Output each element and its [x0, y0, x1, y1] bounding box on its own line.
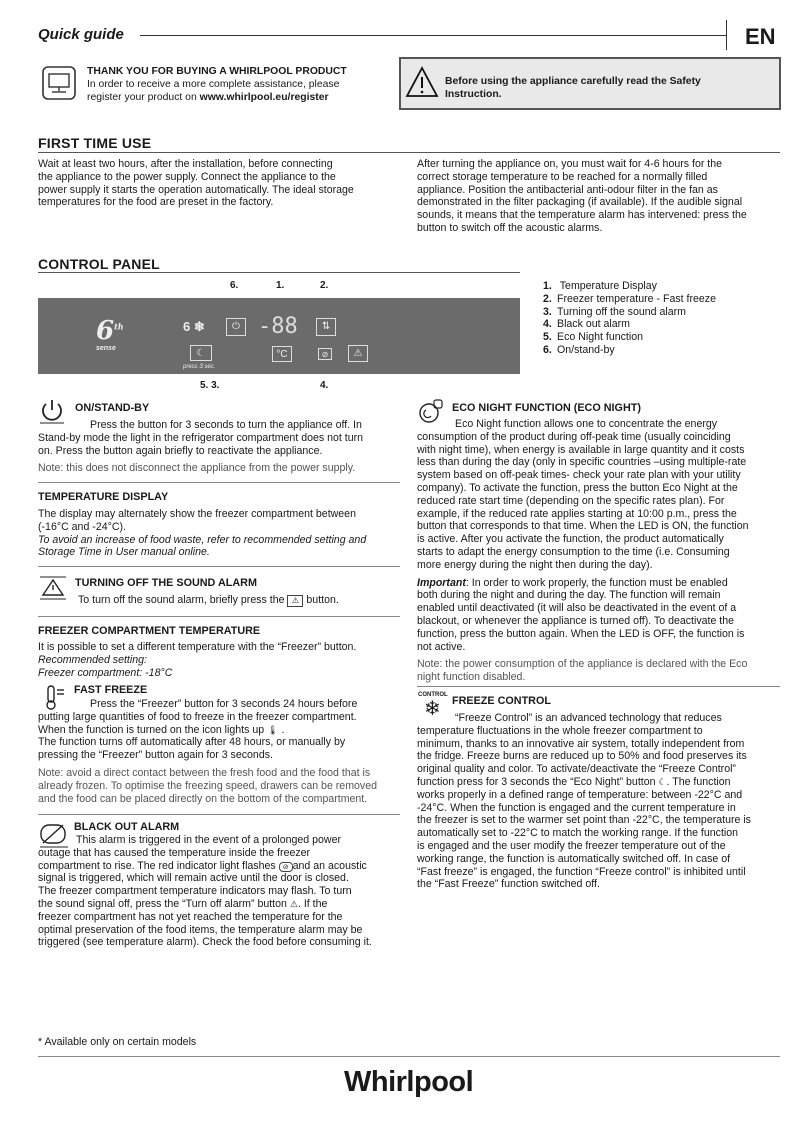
thanks-line: [87, 91, 347, 104]
footer-note: * Available only on certain models: [38, 1036, 197, 1048]
text-line: correct storage temperature to be reached for a normally filled: [417, 170, 708, 183]
legend-text: Black out alarm: [557, 318, 631, 331]
text-line: Freezer compartment: -18°C: [38, 666, 173, 679]
standby-button[interactable]: ⏻: [226, 318, 246, 336]
header-divider: [726, 20, 727, 50]
legend-item: [543, 293, 716, 306]
text-fragment: button.: [306, 594, 339, 606]
text-line: To avoid an increase of food waste, refer to recommended setting and: [38, 533, 367, 546]
text-line: [417, 577, 783, 590]
alarm-icon: [38, 574, 68, 600]
alarm-inline-icon: ⚠: [289, 898, 298, 909]
text-line: appliance. Position the antibacterial anti-odour filter in the fan as: [417, 183, 718, 196]
text-line: demonstrated in the filter packaging (if available). If the audible signal: [417, 196, 743, 209]
text-line: starts to adapt the energy consumption to the time (i.e. Consuming: [417, 545, 730, 558]
text-line: temperatures for the food are preset in the factory.: [38, 196, 274, 209]
legend-num: 5.: [543, 331, 552, 344]
blackout-text: [38, 834, 403, 949]
text-line: optimal preservation of the food items, the temperature alarm may be: [38, 923, 363, 936]
text-line: the freezer is set to the warmer set point than -22°C, the temperature is: [417, 814, 751, 827]
computer-icon: [41, 65, 77, 101]
text-line: It is possible to set a different temperature with the “Freezer” button.: [38, 641, 357, 653]
first-use-right: [417, 158, 785, 235]
eco-night-inline-icon: ☾: [658, 776, 667, 787]
whirlpool-logo: Whirlpool: [344, 1066, 474, 1098]
sound-alarm-title: TURNING OFF THE SOUND ALARM: [75, 577, 257, 589]
text-line: temperature fluctuations in the whole freezer compartment to: [417, 724, 703, 737]
legend-text: Freezer temperature - Fast freeze: [557, 292, 716, 305]
text-line: the “Fast Freeze” function switched off.: [417, 878, 600, 891]
legend-num: 6.: [543, 343, 552, 356]
eco-night-text: [417, 418, 783, 684]
text-line: button that corresponds to that time. When the LED is ON, the function: [417, 520, 749, 533]
text-line: Press the button for 3 seconds to turn the appliance off. In: [90, 419, 362, 431]
legend-item: [543, 306, 716, 319]
logo-sense: sense: [96, 345, 116, 352]
on-standby-title: ON/STAND-BY: [75, 402, 150, 414]
text-fragment: . If the: [297, 897, 328, 910]
legend-text: Temperature Display: [559, 280, 657, 292]
freezer-button[interactable]: ⇅: [316, 318, 336, 336]
blackout-title: BLACK OUT ALARM: [74, 821, 180, 833]
sound-alarm-text: [78, 594, 339, 607]
text-line: “Freeze Control” is an advanced technology that reduces: [455, 712, 722, 724]
text-line: [38, 860, 403, 873]
legend-num: 2.: [543, 292, 552, 305]
freeze-control-text: [417, 712, 783, 891]
text-fragment: . The function: [666, 775, 731, 788]
text-fragment: To turn off the sound alarm, briefly press the: [78, 594, 285, 606]
warning-line: Instruction.: [445, 88, 502, 100]
text-line: blackout, or whenever the appliance is turned off). To deactivate the: [417, 614, 735, 627]
text-line: pressing the “Freezer” button again for 3 seconds.: [38, 749, 273, 762]
text-line: original quality and color. To activate/deactivate the “Freeze Control”: [417, 763, 736, 776]
text-line: both during the night and during the day. The function will remain: [417, 589, 721, 602]
text-line: putting large quantities of food to freeze in the freezer compartment.: [38, 710, 357, 723]
eco-night-title: ECO NIGHT FUNCTION (ECO NIGHT): [452, 402, 641, 414]
text-line: outage that has caused the temperature inside the freezer: [38, 846, 311, 859]
text-line: This alarm is triggered in the event of a prolonged power: [76, 834, 341, 846]
note: night function disabled.: [417, 671, 526, 684]
callout-5-3: 5. 3.: [200, 380, 220, 391]
text-line: more energy during the night then during the day).: [417, 558, 653, 571]
logo-sup: th: [114, 321, 124, 332]
text-line: The display may alternately show the freezer compartment between: [38, 508, 356, 520]
warning-text: [445, 76, 701, 101]
section-rule: [38, 152, 780, 153]
on-standby-text: [38, 419, 400, 475]
logo-number: 6: [96, 316, 115, 346]
divider: [38, 616, 400, 617]
sixth-sense-logo: [96, 316, 124, 346]
sixth-mini-icon: 6 ❄: [183, 319, 205, 334]
note: already frozen. To optimise the freezing speed, drawers can be removed: [38, 779, 377, 792]
language-code: EN: [745, 24, 776, 49]
text-line: works properly in a defined range of temperature: between -22°C and: [417, 788, 743, 801]
text-line: enabled until deactivated (it will also be deactivated in the event of a: [417, 602, 737, 615]
header-rule: [140, 35, 726, 36]
divider: [38, 566, 400, 567]
thermometer-inline-icon: 🌡: [267, 724, 279, 735]
alarm-off-button[interactable]: ⚠: [348, 345, 368, 362]
text-line: (-16°C and -24°C).: [38, 520, 126, 533]
text-line: is active. After you activate the function, the product automatically: [417, 533, 724, 546]
text-line: “Fast freeze” is engaged, the function “Freeze control” is inhibited until: [417, 865, 746, 878]
note: and the food can be placed directly on the bottom of the compartment.: [38, 792, 368, 805]
text-line: on. Press the button again briefly to reactivate the appliance.: [38, 444, 323, 457]
note: Note: this does not disconnect the appliance from the power supply.: [38, 462, 356, 475]
text-line: Press the “Freezer” button for 3 seconds 24 hours before: [90, 698, 358, 710]
section-rule: [38, 272, 520, 273]
legend-text: Turning off the sound alarm: [557, 305, 686, 318]
text-line: After turning the appliance on, you must wait for 4-6 hours for the: [417, 158, 723, 170]
text-line: reduced rate start time (depending on the specific rates plan). For: [417, 494, 725, 507]
control-label: CONTROL: [418, 692, 448, 698]
text-line: minimum, thanks to an innovative air system, totally independent from: [417, 737, 745, 750]
text-line: automatically set to -22°C to match the working range. If the function: [417, 827, 739, 840]
text-line: example, if the reduced rate applies starting at 10:00 p.m., press the: [417, 507, 737, 520]
text-line: [38, 898, 403, 911]
divider: [38, 482, 400, 483]
text-line: When the function is turned on the icon lights up 🌡 .: [38, 723, 285, 736]
text-line: function, press the button again. When the LED is OFF, the function is: [417, 627, 745, 640]
text-line: [417, 776, 783, 789]
footer-rule: [38, 1056, 780, 1057]
thanks-text: register your product on: [87, 92, 200, 103]
note: Note: avoid a direct contact between the fresh food and the food that is: [38, 766, 371, 779]
text-fragment: function press for 3 seconds the “Eco Night” button: [417, 775, 656, 788]
register-link[interactable]: www.whirlpool.eu/register: [199, 92, 329, 103]
text-line: company). To activate the function, press the button Eco Night at the: [417, 481, 738, 494]
text-line: Stand-by mode the light in the refrigerator compartment does not turn: [38, 431, 364, 444]
temp-display-title: TEMPERATURE DISPLAY: [38, 491, 169, 503]
callout-4: 4.: [320, 380, 329, 391]
text-line: Recommended setting:: [38, 653, 147, 666]
text-line: with night time), when energy is available in large quantity and it costs: [417, 443, 745, 456]
callout-2: 2.: [320, 280, 329, 291]
text-line: button to switch off the acoustic alarms.: [417, 221, 603, 234]
text-line: freezer compartment has not yet reached the temperature for the: [38, 910, 343, 923]
blackout-indicator: ⊘: [318, 348, 332, 360]
temp-display-text: [38, 508, 400, 559]
text-fragment: compartment to rise. The red indicator light flashes: [38, 859, 276, 872]
celsius-indicator: °C: [272, 346, 292, 362]
guide-title: Quick guide: [38, 26, 124, 43]
section-title-first-use: FIRST TIME USE: [38, 135, 152, 151]
text-fragment: the sound signal off, press the “Turn off alarm” button: [38, 897, 287, 910]
legend-num: 4.: [543, 318, 552, 331]
callout-1: 1.: [276, 280, 285, 291]
legend-item: [543, 331, 716, 344]
text-line: is engaged and the user modify the freezer temperature out of the: [417, 839, 726, 852]
text-line: Storage Time in User manual online.: [38, 546, 210, 559]
text-line: Wait at least two hours, after the installation, before connecting: [38, 158, 333, 170]
text-line: the fridge. Freeze burns are reduced up to 50% and food preserves its: [417, 750, 747, 763]
text-fragment: : In order to work properly, the function must be enabled: [465, 576, 728, 589]
text-fragment: and an acoustic: [292, 859, 367, 872]
eco-night-button[interactable]: ☾: [190, 345, 212, 361]
legend-item: [543, 280, 716, 293]
legend-item: [543, 344, 716, 357]
text-line: triggered (see temperature alarm). Check the food before consuming it.: [38, 936, 372, 949]
text-line: The freezer compartment temperature indicators may flash. To turn: [38, 885, 352, 898]
fast-freeze-text: [38, 698, 403, 805]
fast-freeze-title: FAST FREEZE: [74, 684, 148, 696]
legend-text: On/stand-by: [557, 343, 615, 356]
thanks-block: [87, 65, 347, 104]
callout-6: 6.: [230, 280, 239, 291]
control-legend: [543, 280, 716, 357]
text-line: -24°C. When the function is engaged and the current temperature in: [417, 801, 736, 814]
text-line: Eco Night function allows one to concentrate the energy: [455, 418, 718, 430]
text-line: the appliance to the power supply. Connect the appliance to the: [38, 170, 336, 183]
temperature-display: -88: [258, 314, 298, 339]
warning-icon: [405, 66, 439, 98]
text-line: The function turns off automatically after 48 hours, or manually by: [38, 736, 346, 749]
legend-text: Eco Night function: [557, 331, 643, 344]
text-line: less than during the day (only in specific countries –using multiple-rate: [417, 456, 747, 469]
text-line: consumption of the product during off-peak time (usually coinciding: [417, 430, 731, 443]
press-hint: press 3 sec.: [183, 364, 216, 370]
freezer-temp-title: FREEZER COMPARTMENT TEMPERATURE: [38, 625, 261, 637]
text-line: power supply it starts the operation automatically. The ideal storage: [38, 183, 354, 196]
warning-line: Before using the appliance carefully read the Safety: [445, 76, 701, 87]
section-title-control-panel: CONTROL PANEL: [38, 256, 160, 272]
text-line: signal is triggered, which will remain active until the door is closed.: [38, 872, 349, 885]
note: Note: the power consumption of the appliance is declared with the Eco: [417, 658, 748, 671]
blackout-inline-icon: ⊘: [279, 862, 293, 872]
text-line: system based on off-peak times- check your rate plan with your utility: [417, 469, 741, 482]
legend-item: [543, 318, 716, 331]
text-line: working range, the function is automatically switched off. In case of: [417, 852, 731, 865]
text-line: not active.: [417, 640, 466, 653]
text-line: sounds, it means that the temperature alarm has intervened: press the: [417, 209, 747, 222]
thanks-line: In order to receive a more complete assistance, please: [87, 79, 340, 90]
snowflake-icon: ❄: [424, 698, 441, 720]
divider: [417, 686, 780, 687]
important-label: Important: [417, 576, 466, 589]
first-use-left: [38, 158, 406, 209]
legend-num: 3.: [543, 305, 552, 318]
text-fragment: When the function is turned on the icon lights up: [38, 723, 265, 736]
thanks-title: THANK YOU FOR BUYING A WHIRLPOOL PRODUCT: [87, 66, 347, 77]
legend-num: 1.: [543, 280, 552, 292]
alarm-inline-icon: ⚠: [287, 595, 303, 607]
freezer-temp-text: [38, 641, 403, 679]
divider: [38, 814, 400, 815]
freeze-control-title: FREEZE CONTROL: [452, 695, 551, 707]
